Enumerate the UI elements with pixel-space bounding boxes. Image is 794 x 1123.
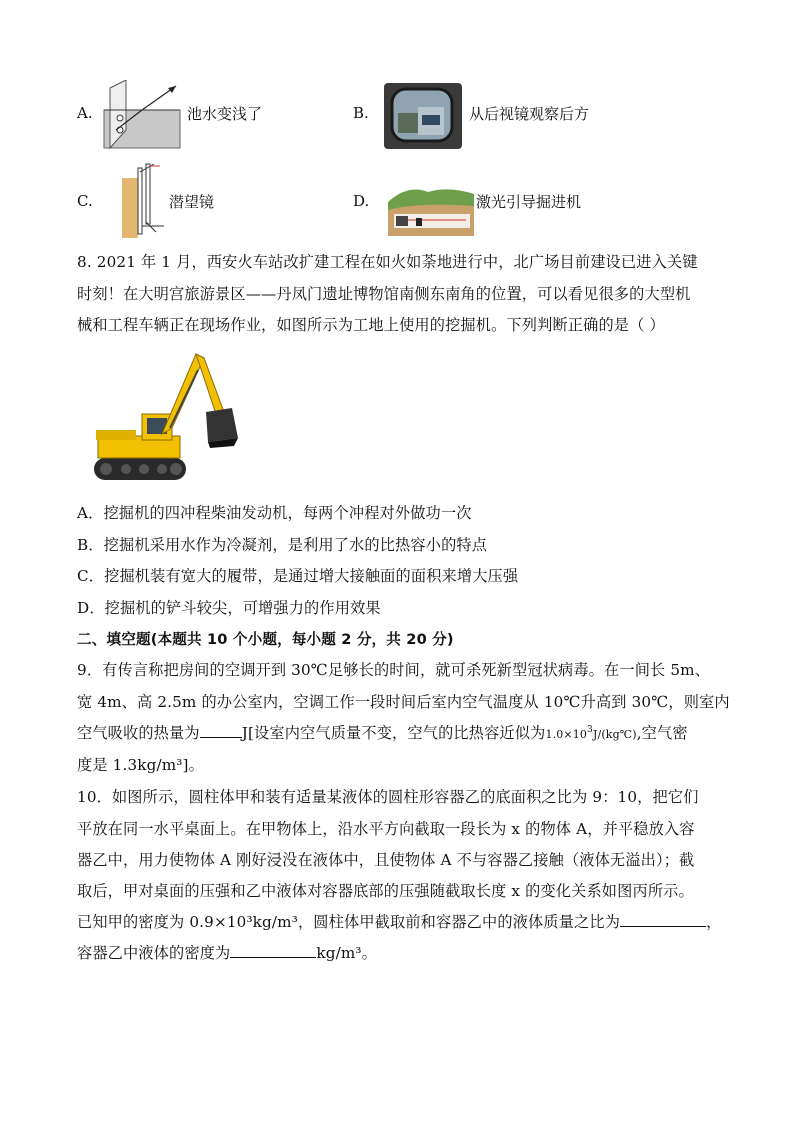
option-text: 池水变浅了 bbox=[187, 105, 263, 123]
question-10-line-4: 取后，甲对桌面的压强和乙中液体对容器底部的压强随截取长度 x 的变化关系如图丙所示。 bbox=[77, 882, 694, 900]
laser-tunnel-icon bbox=[388, 184, 474, 236]
q10-line6-pre: 容器乙中液体的密度为 bbox=[77, 944, 231, 962]
q10-text-post: ， bbox=[706, 913, 722, 931]
excavator-image bbox=[92, 346, 240, 486]
question-8-option-d: D．挖掘机的铲斗较尖，可增强力的作用效果 bbox=[77, 599, 381, 617]
question-10-line-3: 器乙中，用力使物体 A 刚好浸没在液体中，且使物体 A 不与容器乙接触（液体无溢出）；截 bbox=[77, 851, 695, 869]
question-9-line-4: 度是 1.3kg/m³]。 bbox=[77, 756, 204, 774]
question-10-line-6 bbox=[77, 942, 377, 963]
q10-line6-post: kg/m³。 bbox=[316, 944, 377, 962]
question-9-line-1: 9．有传言称把房间的空调开到 30℃足够长的时间，就可杀死新型冠状病毒。在一间长 5m、 bbox=[77, 661, 711, 679]
option-text: 从后视镜观察后方 bbox=[469, 105, 590, 123]
answer-blank[interactable] bbox=[230, 943, 316, 958]
question-8-line-3: 械和工程车辆正在现场作业，如图所示为工地上使用的挖掘机。下列判断正确的是（ ） bbox=[77, 316, 665, 334]
q9-text-mid: J[设室内空气质量不变，空气的比热容近似为 bbox=[241, 724, 546, 742]
section-heading: 二、填空题(本题共 10 个小题，每小题 2 分，共 20 分) bbox=[77, 631, 454, 648]
q9-unit: J/(kg℃) bbox=[592, 728, 637, 741]
pool-refraction-icon bbox=[102, 80, 182, 150]
option-letter: D. bbox=[353, 192, 370, 210]
question-10-line-1: 10．如图所示，圆柱体甲和装有适量某液体的圆柱形容器乙的底面积之比为 9：10，把它们 bbox=[77, 788, 699, 806]
question-8-option-a: A．挖掘机的四冲程柴油发动机，每两个冲程对外做功一次 bbox=[77, 504, 472, 522]
option-text: 潜望镜 bbox=[169, 193, 215, 211]
option-letter: A. bbox=[77, 104, 93, 122]
question-10-line-5 bbox=[77, 911, 721, 932]
question-9-line-3 bbox=[77, 722, 688, 743]
option-letter: B. bbox=[353, 104, 369, 122]
q10-text-pre: 已知甲的密度为 0.9×10³kg/m³，圆柱体甲截取前和容器乙中的液体质量之比为 bbox=[77, 913, 621, 931]
question-8-option-b: B．挖掘机采用水作为冷凝剂，是利用了水的比热容小的特点 bbox=[77, 536, 488, 554]
option-text: 激光引导掘进机 bbox=[476, 193, 582, 211]
q9-coef: 1.0×10 bbox=[545, 728, 588, 741]
q9-text-post: ,空气密 bbox=[636, 724, 688, 742]
question-10-line-2: 平放在同一水平桌面上。在甲物体上，沿水平方向截取一段长为 x 的物体 A，并平稳放入容 bbox=[77, 820, 695, 838]
answer-blank[interactable] bbox=[200, 723, 242, 738]
question-8-option-c: C．挖掘机装有宽大的履带，是通过增大接触面的面积来增大压强 bbox=[77, 567, 519, 585]
q9-exp: 3 bbox=[587, 724, 593, 735]
periscope-icon bbox=[120, 162, 166, 238]
option-letter: C. bbox=[77, 192, 93, 210]
answer-blank[interactable] bbox=[620, 912, 706, 927]
question-8-line-1: 8. 2021 年 1 月，西安火车站改扩建工程在如火如荼地进行中，北广场目前建设已进入关键 bbox=[77, 253, 698, 271]
q9-text-pre: 空气吸收的热量为 bbox=[77, 724, 200, 742]
question-9-line-2: 宽 4m、高 2.5m 的办公室内，空调工作一段时间后室内空气温度从 10℃升高到 30℃，则室内 bbox=[77, 693, 730, 711]
rearview-mirror-icon bbox=[384, 83, 462, 149]
question-8-line-2: 时刻！在大明宫旅游景区——丹凤门遗址博物馆南侧东南角的位置，可以看见很多的大型机 bbox=[77, 285, 691, 303]
